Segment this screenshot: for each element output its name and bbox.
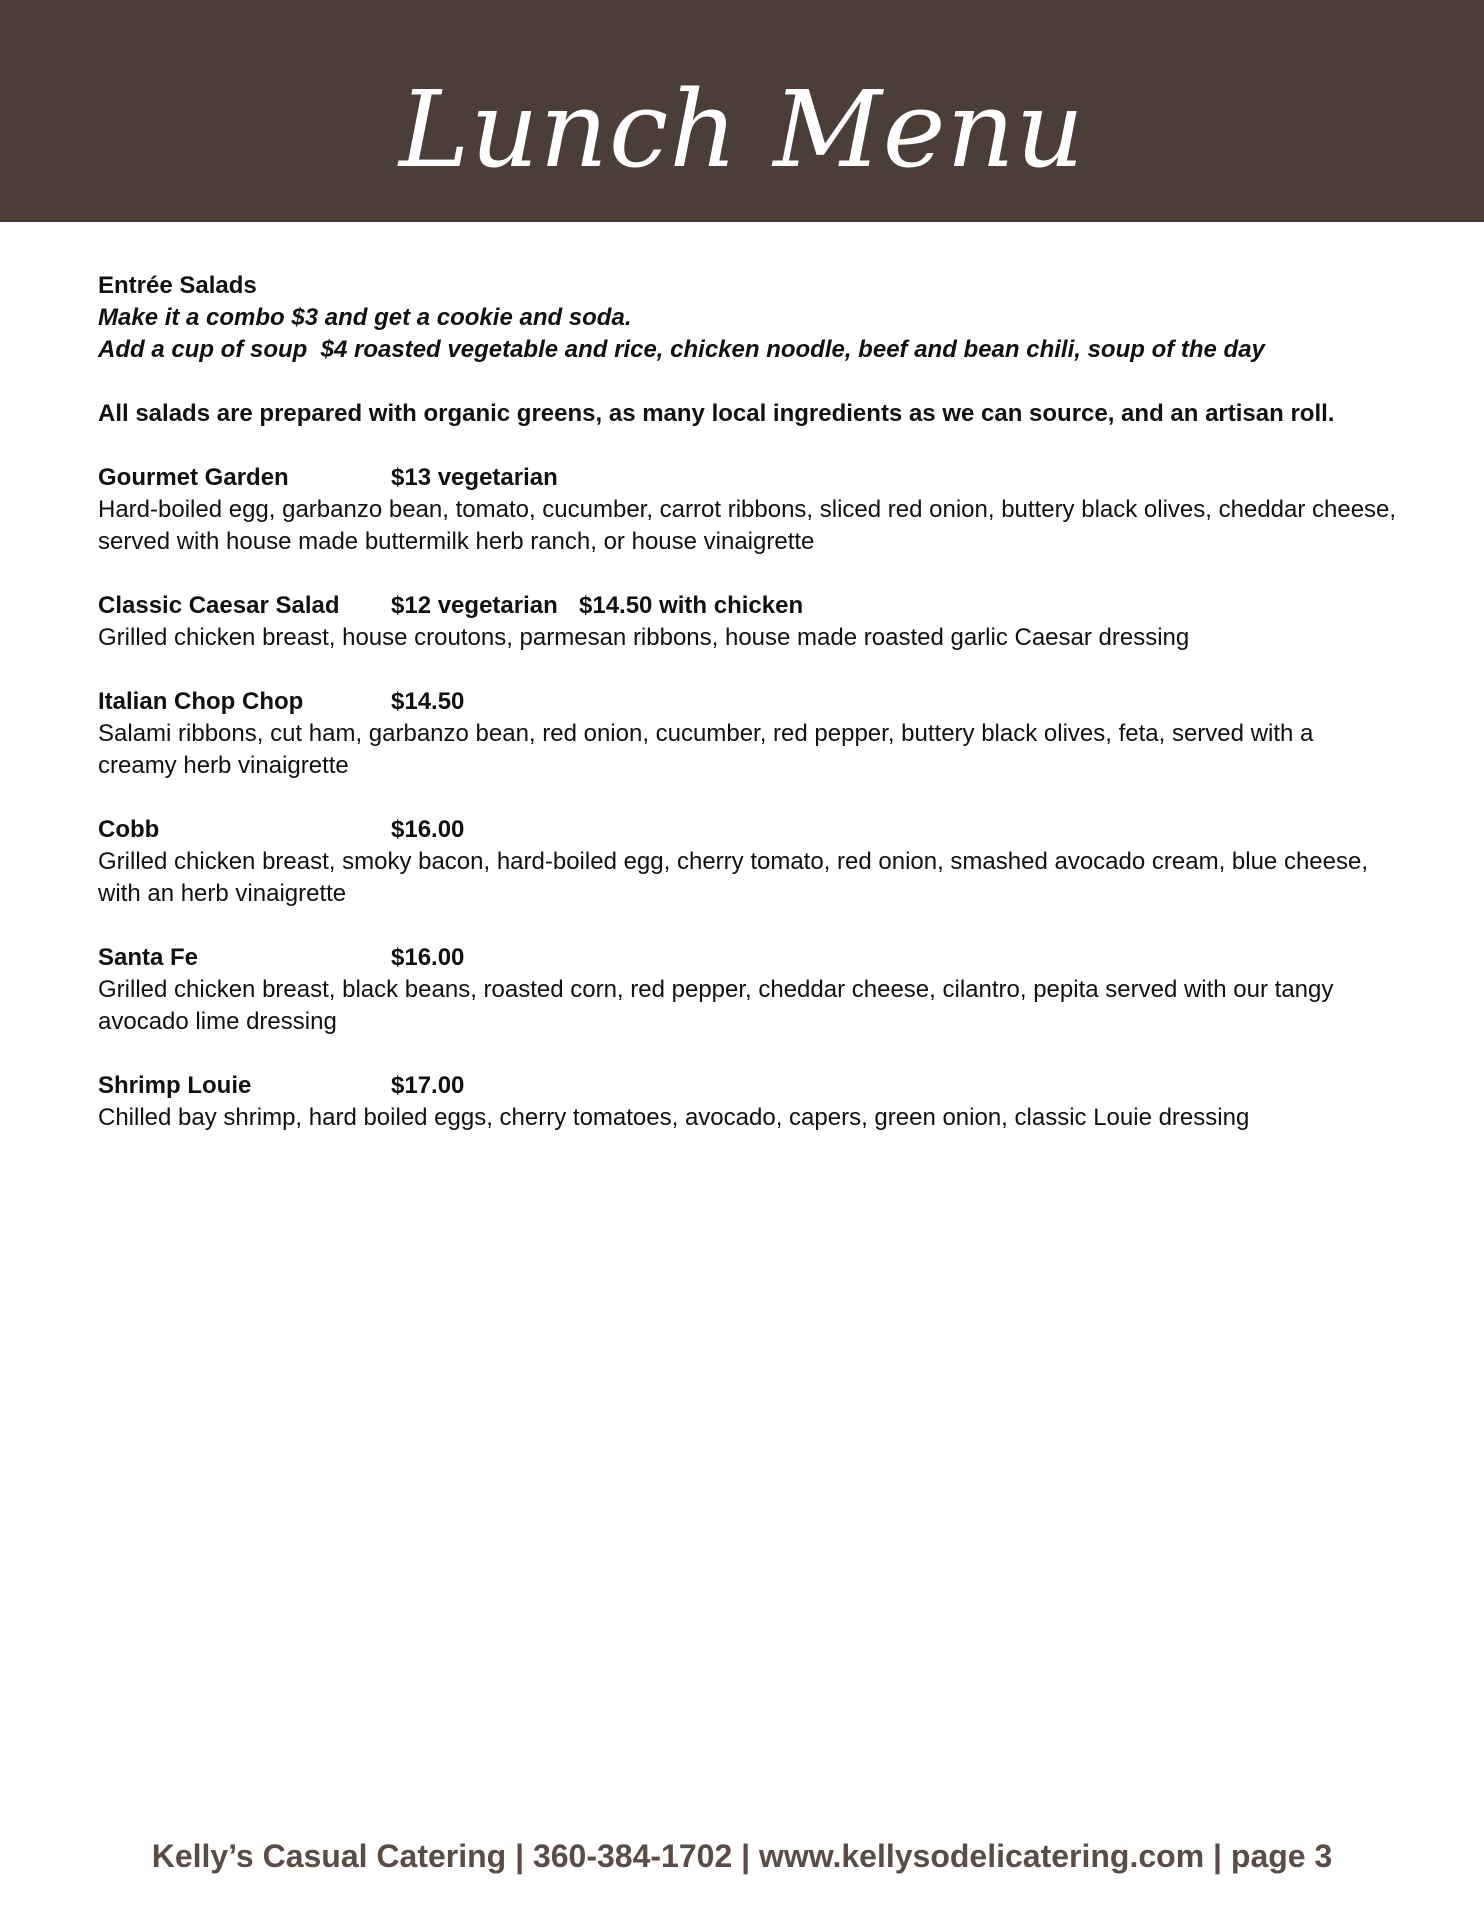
menu-item-description: Chilled bay shrimp, hard boiled eggs, cherry tomatoes, avocado, capers, green onion, classic Louie dressing	[98, 1104, 1250, 1131]
menu-item	[98, 462, 1398, 558]
menu-item-price: $17.00	[391, 1072, 465, 1099]
menu-item-name: Classic Caesar Salad	[98, 592, 340, 619]
menu-item	[98, 686, 1398, 782]
menu-item-name: Shrimp Louie	[98, 1072, 252, 1099]
menu-item-price: $16.00	[391, 816, 465, 843]
menu-item-price: $13 vegetarian	[391, 464, 558, 491]
spacer	[98, 782, 1398, 814]
menu-item-header	[98, 686, 1398, 718]
menu-item	[98, 590, 1398, 654]
section-title: Entrée Salads	[98, 272, 257, 299]
menu-item-header	[98, 1070, 1398, 1102]
page-footer: Kelly’s Casual Catering | 360-384-1702 | www.kellysodelicatering.com | page 3	[151, 1838, 1333, 1874]
menu-item	[98, 942, 1398, 1038]
menu-content	[98, 270, 1398, 1134]
menu-item-description: Grilled chicken breast, black beans, roasted corn, red pepper, cheddar cheese, cilantro, pepita served with our tangy avocado lime dressing	[98, 976, 1334, 1035]
menu-item-name: Italian Chop Chop	[98, 688, 304, 715]
combo-note: Make it a combo $3 and get a cookie and soda.	[98, 304, 632, 331]
menu-item-description: Hard-boiled egg, garbanzo bean, tomato, cucumber, carrot ribbons, sliced red onion, buttery black olives, cheddar cheese, served with house made buttermilk herb ranch, or house vinaigrette	[98, 496, 1397, 555]
menu-item	[98, 1070, 1398, 1134]
menu-item-header	[98, 942, 1398, 974]
menu-item-header	[98, 814, 1398, 846]
menu-item-description: Salami ribbons, cut ham, garbanzo bean, red onion, cucumber, red pepper, buttery black olives, feta, served with a creamy herb vinaigrette	[98, 720, 1314, 779]
spacer	[98, 654, 1398, 686]
menu-item-name: Santa Fe	[98, 944, 199, 971]
spacer	[98, 910, 1398, 942]
page-title: Lunch Menu	[398, 68, 1086, 191]
menu-item-name: Gourmet Garden	[98, 464, 289, 491]
menu-item-header	[98, 462, 1398, 494]
menu-item-price-extra: $14.50 with chicken	[579, 592, 804, 619]
menu-item-price: $14.50	[391, 688, 465, 715]
spacer	[98, 1038, 1398, 1070]
spacer	[98, 366, 1398, 398]
menu-item-header	[98, 590, 1398, 622]
spacer	[98, 558, 1398, 590]
menu-item-description: Grilled chicken breast, smoky bacon, hard-boiled egg, cherry tomato, red onion, smashed avocado cream, blue cheese, with an herb vinaigrette	[98, 848, 1369, 907]
menu-item	[98, 814, 1398, 910]
spacer	[98, 430, 1398, 462]
menu-item-price: $12 vegetarian	[391, 592, 558, 619]
menu-item-price: $16.00	[391, 944, 465, 971]
soup-note: Add a cup of soup $4 roasted vegetable and rice, chicken noodle, beef and bean chili, soup of the day	[98, 336, 1265, 363]
menu-item-description: Grilled chicken breast, house croutons, parmesan ribbons, house made roasted garlic Caesar dressing	[98, 624, 1190, 651]
menu-item-name: Cobb	[98, 816, 160, 843]
all-salads-note: All salads are prepared with organic greens, as many local ingredients as we can source, and an artisan roll.	[98, 400, 1335, 427]
